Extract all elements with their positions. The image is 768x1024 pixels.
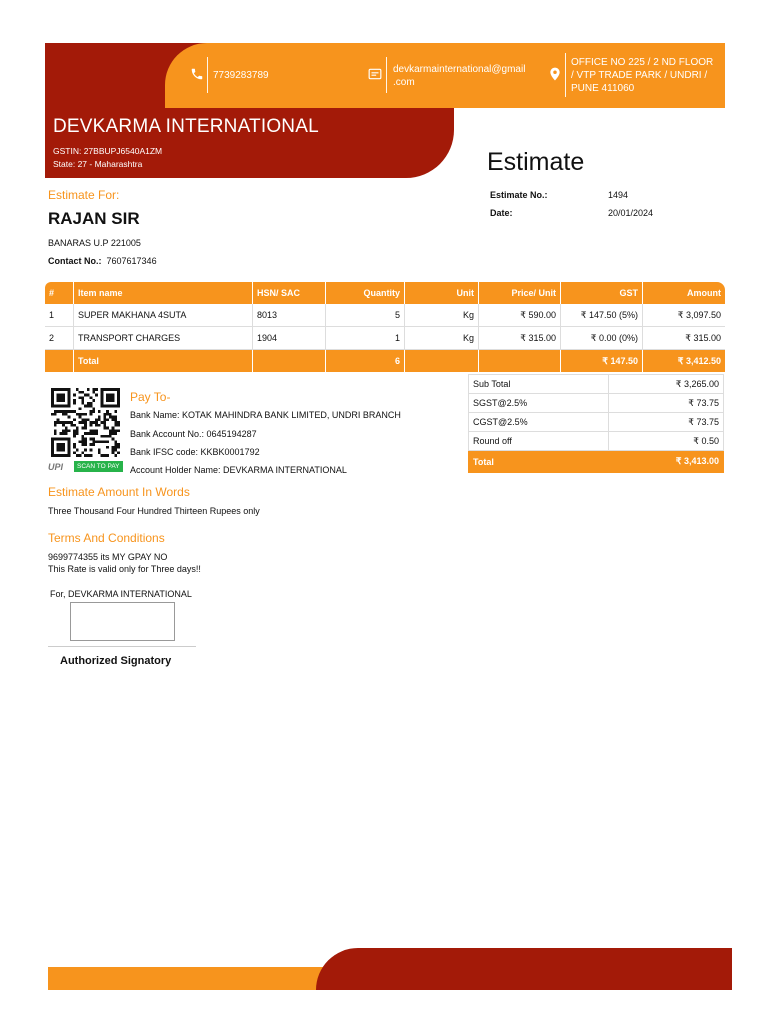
col-header: Amount xyxy=(643,282,726,304)
signature-line xyxy=(48,646,196,647)
phone-icon xyxy=(190,67,204,81)
account-holder: Account Holder Name: DEVKARMA INTERNATIONAL xyxy=(130,465,347,475)
summary-label: SGST@2.5% xyxy=(469,394,609,413)
estimate-for-heading: Estimate For: xyxy=(48,188,120,202)
location-icon xyxy=(549,67,561,81)
col-header: Item name xyxy=(74,282,253,304)
col-header: Price/ Unit xyxy=(479,282,561,304)
table-cell: TRANSPORT CHARGES xyxy=(74,327,253,350)
estimate-number-label: Estimate No.: xyxy=(490,190,548,200)
qr-code xyxy=(49,388,122,457)
date-label: Date: xyxy=(490,208,513,218)
total-amount: ₹ 3,412.50 xyxy=(643,350,726,373)
col-header: GST xyxy=(561,282,643,304)
client-contact: Contact No.: 7607617346 xyxy=(48,256,157,266)
signature-for: For, DEVKARMA INTERNATIONAL xyxy=(50,589,192,599)
table-row xyxy=(45,327,725,350)
table-cell: 8013 xyxy=(253,304,326,327)
amount-in-words-heading: Estimate Amount In Words xyxy=(48,485,190,499)
summary-total-row xyxy=(469,451,724,473)
summary-row xyxy=(469,375,724,394)
estimate-number: 1494 xyxy=(608,190,629,200)
bank-ifsc: Bank IFSC code: KKBK0001792 xyxy=(130,447,260,457)
pay-to-heading: Pay To- xyxy=(130,390,171,404)
summary-label: CGST@2.5% xyxy=(469,413,609,432)
amount-in-words: Three Thousand Four Hundred Thirteen Rupees only xyxy=(48,506,260,516)
summary-row xyxy=(469,432,724,451)
summary-value: ₹ 0.50 xyxy=(609,432,724,451)
table-cell: Kg xyxy=(405,327,479,350)
document-title: Estimate xyxy=(487,148,585,176)
table-cell: 1 xyxy=(326,327,405,350)
table-cell xyxy=(45,350,74,373)
summary-label: Sub Total xyxy=(469,375,609,394)
table-cell: 1904 xyxy=(253,327,326,350)
signature-label: Authorized Signatory xyxy=(60,655,172,667)
bank-name: Bank Name: KOTAK MAHINDRA BANK LIMITED, UNDRI BRANCH xyxy=(130,410,401,420)
upi-logo: UPI xyxy=(48,462,64,472)
summary-row xyxy=(469,413,724,432)
summary-value: ₹ 73.75 xyxy=(609,394,724,413)
table-cell: 2 xyxy=(45,327,74,350)
header-email: devkarmainternational@gmail .com xyxy=(393,64,526,88)
header-separator xyxy=(565,53,566,97)
total-label: Total xyxy=(74,350,253,373)
table-total-row xyxy=(45,350,725,373)
estimate-date: 20/01/2024 xyxy=(608,208,654,218)
table-cell xyxy=(405,350,479,373)
summary-value: ₹ 73.75 xyxy=(609,413,724,432)
col-header: Unit xyxy=(405,282,479,304)
scan-to-pay-badge: SCAN TO PAY xyxy=(74,461,123,472)
items-table xyxy=(45,282,725,372)
col-header: # xyxy=(45,282,74,304)
client-address: BANARAS U.P 221005 xyxy=(48,238,141,248)
terms-line: 9699774355 its MY GPAY NO xyxy=(48,552,168,562)
summary-total-value: ₹ 3,413.00 xyxy=(609,451,724,473)
summary-value: ₹ 3,265.00 xyxy=(609,375,724,394)
table-cell: ₹ 315.00 xyxy=(643,327,726,350)
header-address: OFFICE NO 225 / 2 ND FLOOR / VTP TRADE PARK / UNDRI / PUNE 411060 xyxy=(571,57,714,94)
terms-heading: Terms And Conditions xyxy=(48,531,165,545)
company-gstin: GSTIN: 27BBUPJ6540A1ZM xyxy=(53,146,163,156)
summary-label: Round off xyxy=(469,432,609,451)
table-cell: ₹ 590.00 xyxy=(479,304,561,327)
table-cell: 5 xyxy=(326,304,405,327)
header-separator xyxy=(207,57,208,93)
col-header: Quantity xyxy=(326,282,405,304)
table-cell xyxy=(253,350,326,373)
header-separator xyxy=(386,57,387,93)
table-cell: ₹ 3,097.50 xyxy=(643,304,726,327)
company-state: State: 27 - Maharashtra xyxy=(53,159,143,169)
total-quantity: 6 xyxy=(326,350,405,373)
table-cell: ₹ 0.00 (0%) xyxy=(561,327,643,350)
table-cell: ₹ 315.00 xyxy=(479,327,561,350)
footer-red-band xyxy=(316,948,732,990)
bank-account-no: Bank Account No.: 0645194287 xyxy=(130,429,257,439)
items-header-row xyxy=(45,282,725,304)
table-cell: ₹ 147.50 (5%) xyxy=(561,304,643,327)
table-cell: 1 xyxy=(45,304,74,327)
client-name: RAJAN SIR xyxy=(48,209,140,228)
col-header: HSN/ SAC xyxy=(253,282,326,304)
header-phone: 7739283789 xyxy=(213,70,269,81)
table-cell: Kg xyxy=(405,304,479,327)
summary-table xyxy=(468,374,724,473)
total-gst: ₹ 147.50 xyxy=(561,350,643,373)
summary-total-label: Total xyxy=(469,451,609,473)
signature-box xyxy=(70,602,175,641)
email-icon xyxy=(368,68,382,80)
summary-row xyxy=(469,394,724,413)
terms-line: This Rate is valid only for Three days!! xyxy=(48,564,201,574)
company-name: DEVKARMA INTERNATIONAL xyxy=(53,116,319,137)
table-row xyxy=(45,304,725,327)
table-cell xyxy=(479,350,561,373)
table-cell: SUPER MAKHANA 4SUTA xyxy=(74,304,253,327)
